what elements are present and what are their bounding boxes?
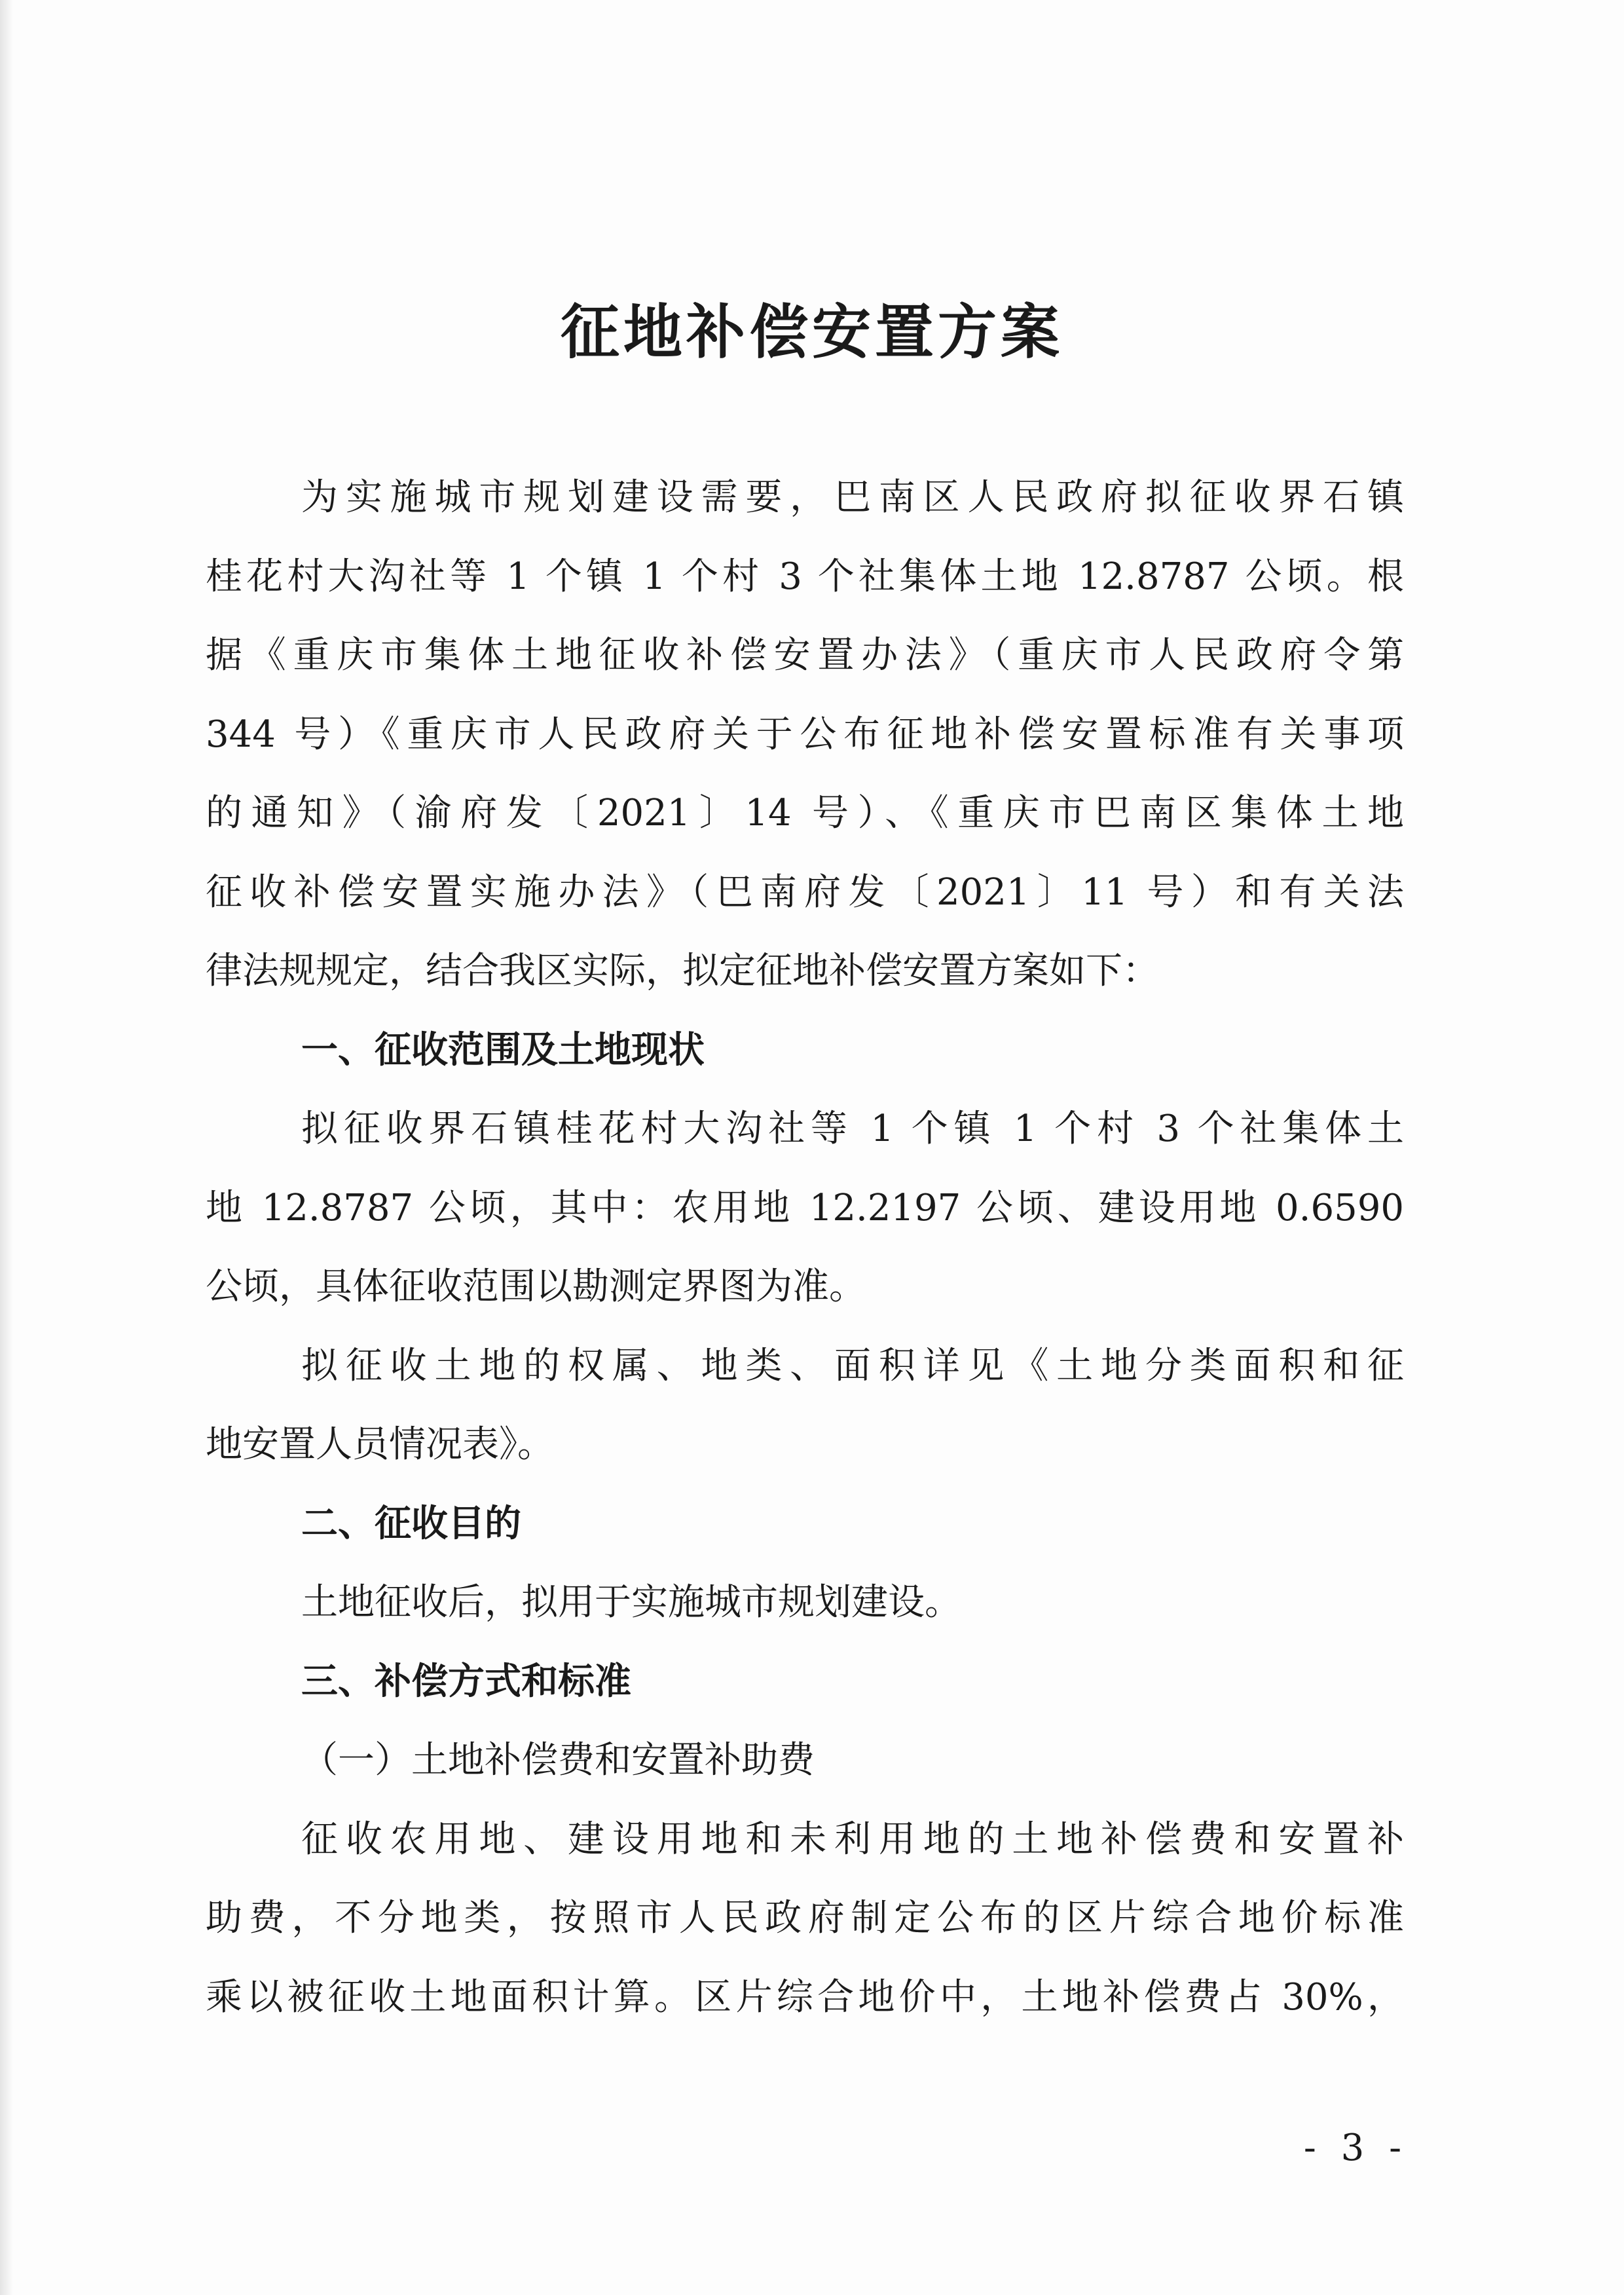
section-heading: 三、补偿方式和标准 [301, 1660, 631, 1703]
paragraph-line: 公顷，具体征收范围以勘测定界图为准。 [206, 1265, 866, 1308]
document-title: 征地补偿安置方案 [561, 298, 1063, 367]
paragraph-line: 为实施城市规划建设需要，巴南区人民政府拟征收界石镇 [301, 476, 1404, 519]
paragraph-line: 拟征收界石镇桂花村大沟社等 1 个镇 1 个村 3 个社集体土 [301, 1108, 1404, 1150]
document-body [206, 458, 1404, 2037]
paragraph-line: 的通知》（渝府发〔2021〕14 号）、《重庆市巴南区集体土地 [206, 792, 1404, 834]
paragraph-line: 助费，不分地类，按照市人民政府制定公布的区片综合地价标准 [206, 1897, 1404, 1939]
paragraph-line: 桂花村大沟社等 1 个镇 1 个村 3 个社集体土地 12.8787 公顷。根 [206, 555, 1404, 598]
paragraph-line: 征收农用地、建设用地和未利用地的土地补偿费和安置补 [301, 1818, 1404, 1861]
paragraph-line: 拟征收土地的权属、地类、面积详见《土地分类面积和征 [301, 1344, 1404, 1387]
paragraph-line: 地安置人员情况表》。 [206, 1423, 554, 1466]
paragraph-line: 土地征收后，拟用于实施城市规划建设。 [301, 1581, 961, 1624]
paragraph-line: 344 号）《重庆市人民政府关于公布征地补偿安置标准有关事项 [206, 713, 1404, 756]
paragraph-line: 地 12.8787 公顷，其中：农用地 12.2197 公顷、建设用地 0.6590 [206, 1186, 1404, 1229]
page-number: - 3 - [1303, 2127, 1408, 2169]
paragraph-line: 乘以被征收土地面积计算。区片综合地价中，土地补偿费占 30%， [206, 1975, 1404, 2019]
paragraph-line: 律法规规定，结合我区实际，拟定征地补偿安置方案如下： [206, 950, 1159, 992]
section-heading: 一、征收范围及土地现状 [301, 1028, 705, 1072]
section-heading: 二、征收目的 [301, 1502, 521, 1545]
paragraph-line: 据《重庆市集体土地征收补偿安置办法》（重庆市人民政府令第 [206, 634, 1404, 677]
paragraph-line: 征收补偿安置实施办法》（巴南府发〔2021〕11 号）和有关法 [206, 870, 1404, 914]
subsection-heading: （一）土地补偿费和安置补助费 [301, 1739, 815, 1782]
